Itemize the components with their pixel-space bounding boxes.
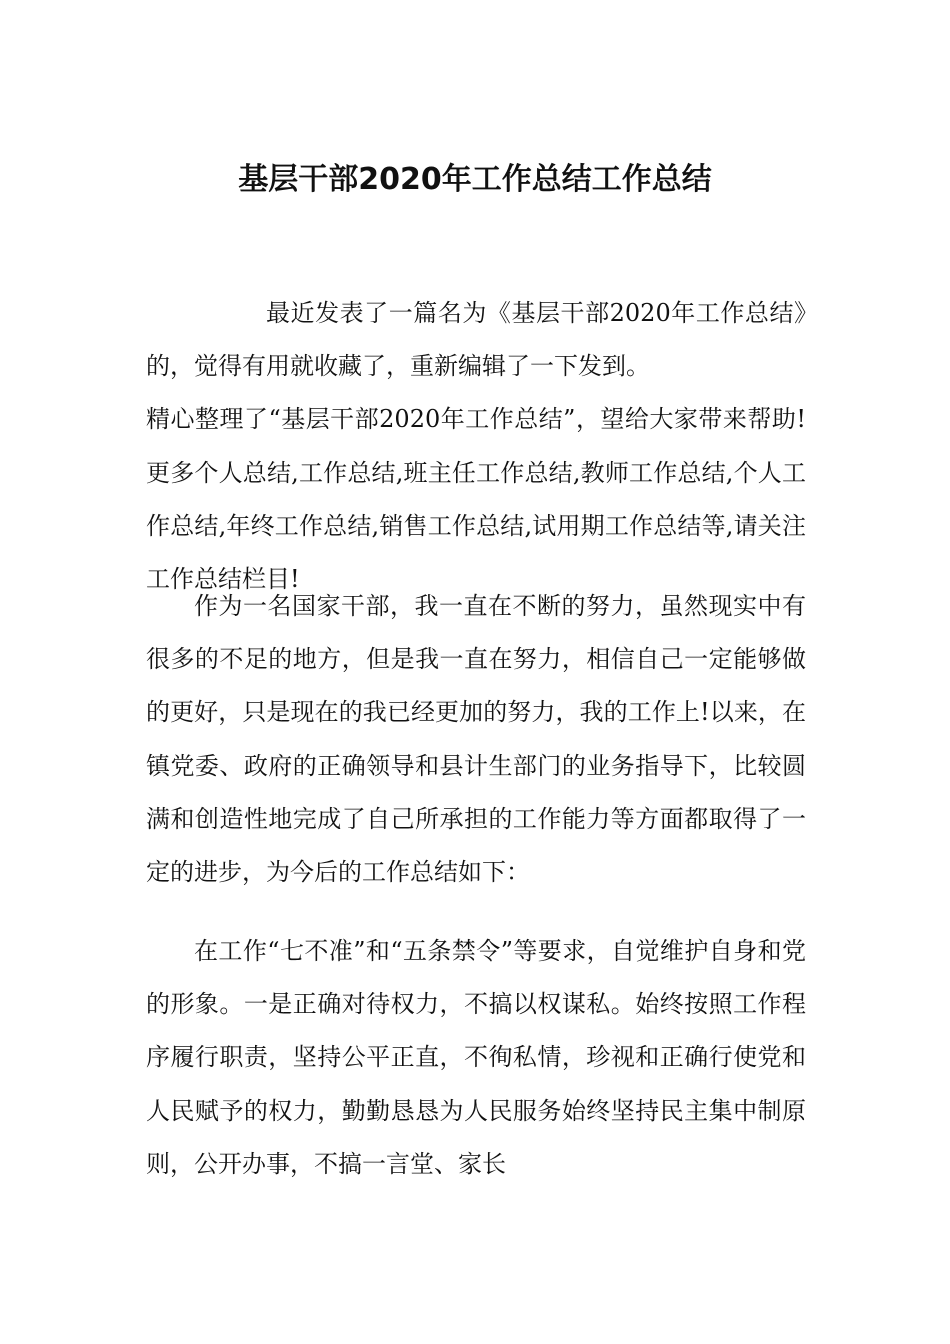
intro-section: [146, 287, 806, 606]
body-section-2: [146, 925, 806, 1191]
document-title: 基层干部2020年工作总结工作总结: [238, 162, 712, 197]
body-section-1: [146, 580, 806, 899]
paragraph-intro: 最近发表了一篇名为《基层干部2020年工作总结》的，觉得有用就收藏了，重新编辑了一下发到。: [146, 299, 806, 381]
paragraph-work-summary: 作为一名国家干部，我一直在不断的努力，虽然现实中有很多的不足的地方，但是我一直在努力，相信自己一定能够做的更好，只是现在的我已经更加的努力，我的工作上!以来，在镇党委、政府的正确领导和县计生部门的业务指导下，比较圆满和创造性地完成了自己所承担的工作能力等方面都取得了一定的进步，为今后的工作总结如下：: [146, 592, 806, 887]
paragraph-notice: 精心整理了“基层干部2020年工作总结”，望给大家带来帮助!更多个人总结,工作总结,班主任工作总结,教师工作总结,个人工作总结,年终工作总结,销售工作总结,试用期工作总结等,请关注工作总结栏目!: [146, 405, 806, 594]
paragraph-discipline: 在工作“七不准”和“五条禁令”等要求，自觉维护自身和党的形象。一是正确对待权力，不搞以权谋私。始终按照工作程序履行职责，坚持公平正直，不徇私情，珍视和正确行使党和人民赋予的权力，勤勤恳恳为人民服务始终坚持民主集中制原则，公开办事，不搞一言堂、家长: [146, 937, 806, 1178]
